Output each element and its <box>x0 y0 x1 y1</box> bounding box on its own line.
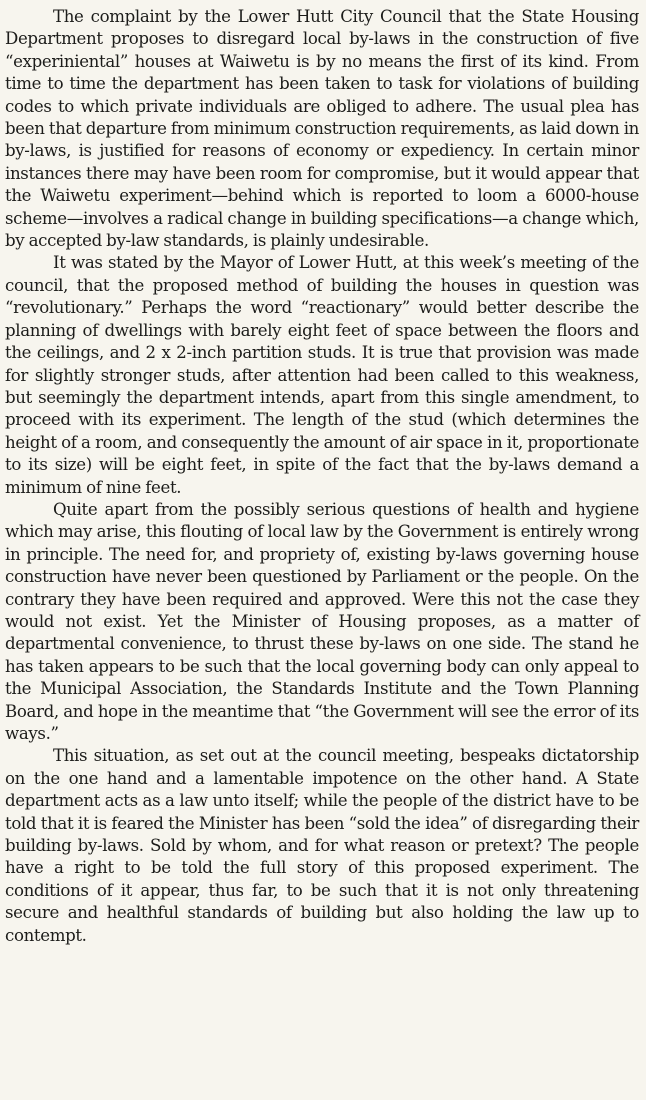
paragraph-4: This situation, as set out at the council meeting, bespeaks dictatorship on the one hand and a lamentable impotence on the other hand. A State department acts as a law unto itself; while the people of the district have to be told that it is feared the Minister has been “sold the idea” of disregarding their building by-laws. Sold by whom, and for what reason or pretext? The people have a right to be told the full story of this proposed experiment. The conditions of it appear, thus far, to be such that it is not only threatening secure and healthful standards of building but also holding the law up to contempt. <box>5 746 639 945</box>
paragraph-3: Quite apart from the possibly serious questions of health and hygiene which may arise, this flouting of local law by the Government is entirely wrong in principle. The need for, and propriety of, existing by-laws governing house construction have never been questioned by Parliament or the people. On the contrary they have been required and approved. Were this not the case they would not exist. Yet the Minister of Housing proposes, as a matter of departmental convenience, to thrust these by-laws on one side. The stand he has taken appears to be such that the local governing body can only appeal to the Municipal Association, the Standards Institute and the Town Planning Board, and hope in the meantime that “the Government will see the error of its ways.” <box>5 499 639 743</box>
paragraph-2: It was stated by the Mayor of Lower Hutt, at this week’s meeting of the council, that the proposed method of building the houses in question was “revolutionary.” Perhaps the word “reactionary” would better describe the planning of dwellings with barely eight feet of space between the floors and the ceilings, and 2 x 2-inch partition studs. It is true that provision was made for slightly stronger studs, after attention had been called to this weakness, but seemingly the department intends, apart from this single amendment, to proceed with its experiment. The length of the stud (which determines the height of a room, and consequently the amount of air space in it, proportionate to its size) will be eight feet, in spite of the fact that the by-laws demand a minimum of nine feet. <box>5 253 639 497</box>
paragraph-1: The complaint by the Lower Hutt City Council that the State Housing Department proposes to disregard local by-laws in the construction of five “experiniental” houses at Waiwetu is by no means the first of its kind. From time to time the department has been taken to task for violations of building codes to which private individuals are obliged to adhere. The usual plea has been that departure from minimum construction requirements, as laid down in by-laws, is justified for reasons of economy or expediency. In certain minor instances there may have been room for compromise, but it would appear that the Waiwetu experiment—behind which is reported to loom a 6000-house scheme—involves a radical change in building specifications—a change which, by accepted by-law standards, is plainly undesirable. <box>5 7 639 251</box>
